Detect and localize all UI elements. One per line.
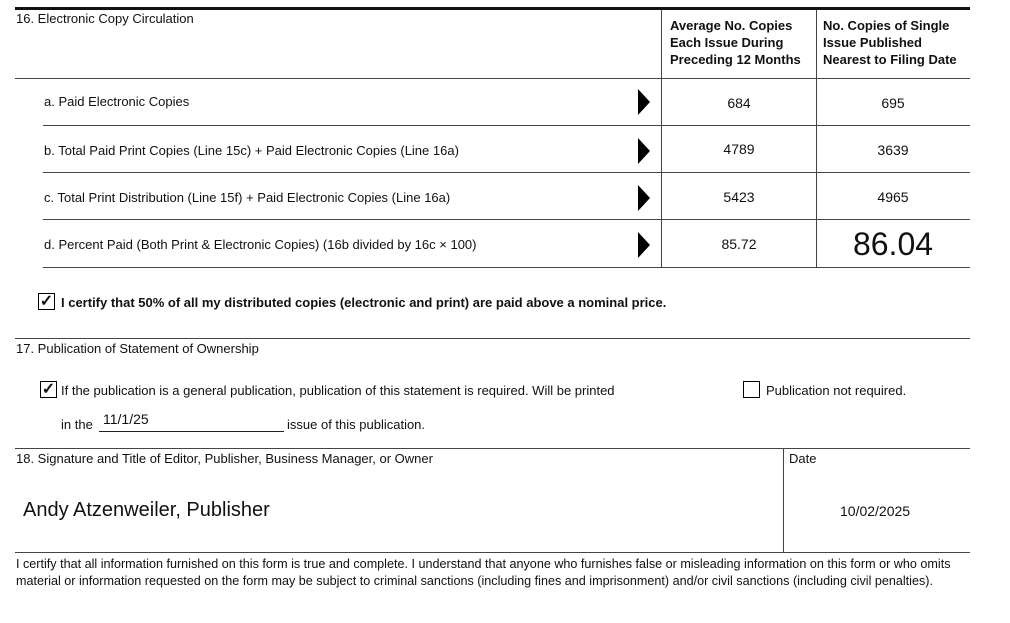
date-label: Date [789,451,817,466]
section16-title: 16. Electronic Copy Circulation [16,11,194,26]
row-divider [43,219,970,220]
row-b-single: 3639 [877,142,909,158]
certify-text: I certify that 50% of all my distributed copies (electronic and print) are paid above a nominal price. [61,295,667,310]
col-divider-1 [661,10,662,268]
issue-date-field[interactable]: 11/1/25 [103,411,149,427]
certify-checkbox[interactable]: ✓ [39,293,54,310]
row-d-single: 86.04 [852,226,934,262]
row-b-avg: 4789 [723,141,755,157]
arrow-icon [638,138,650,164]
row-c-label: c. Total Print Distribution (Line 15f) + Paid Electronic Copies (Line 16a) [44,190,451,205]
footer-certification: I certify that all information furnished on this form is true and complete. I understand that anyone who furnishes false or misleading information on this form or who omits material or information requested on the form may be subject to criminal sanctions (including fines and imprisonment) and/or civil sanctions (including civil penalties). [16,557,951,588]
col-avg-header: Average No. Copies Each Issue During Preceding 12 Months [670,18,801,67]
arrow-icon [638,232,650,258]
signature-value[interactable]: Andy Atzenweiler, Publisher [23,499,270,521]
section-divider [15,552,970,553]
row-c-avg: 5423 [723,189,755,205]
publication-not-required-checkbox[interactable] [743,381,760,398]
publication-required-checkbox[interactable]: ✓ [41,381,56,398]
row-divider [43,267,970,268]
section18-title: 18. Signature and Title of Editor, Publisher, Business Manager, or Owner [16,451,433,466]
section-divider [15,448,970,449]
row-d-label: d. Percent Paid (Both Print & Electronic Copies) (16b divided by 16c × 100) [44,237,477,252]
row-a-single: 695 [881,95,905,111]
row-a-label: a. Paid Electronic Copies [44,94,190,109]
row-divider [43,172,970,173]
arrow-icon [638,89,650,115]
header-bottom-line [15,78,970,79]
arrow-icon [638,185,650,211]
issue-suffix: issue of this publication. [287,417,426,432]
date-value[interactable]: 10/02/2025 [840,503,911,519]
row-a-avg: 684 [727,95,751,111]
publication-required-text: If the publication is a general publication, publication of this statement is required. Will be printed [61,383,615,398]
date-col-divider [783,448,784,552]
issue-date-underline [99,431,284,432]
in-the-label: in the [61,417,93,432]
section17-title: 17. Publication of Statement of Ownership [16,341,259,356]
top-border [15,7,970,10]
row-b-label: b. Total Paid Print Copies (Line 15c) + Paid Electronic Copies (Line 16a) [44,143,459,158]
col-single-header: No. Copies of Single Issue Published Nearest to Filing Date [823,18,957,67]
row-divider [43,125,970,126]
row-c-single: 4965 [877,189,909,205]
row-d-avg: 85.72 [721,236,757,252]
publication-not-required-text: Publication not required. [766,383,907,398]
section-divider [15,338,970,339]
